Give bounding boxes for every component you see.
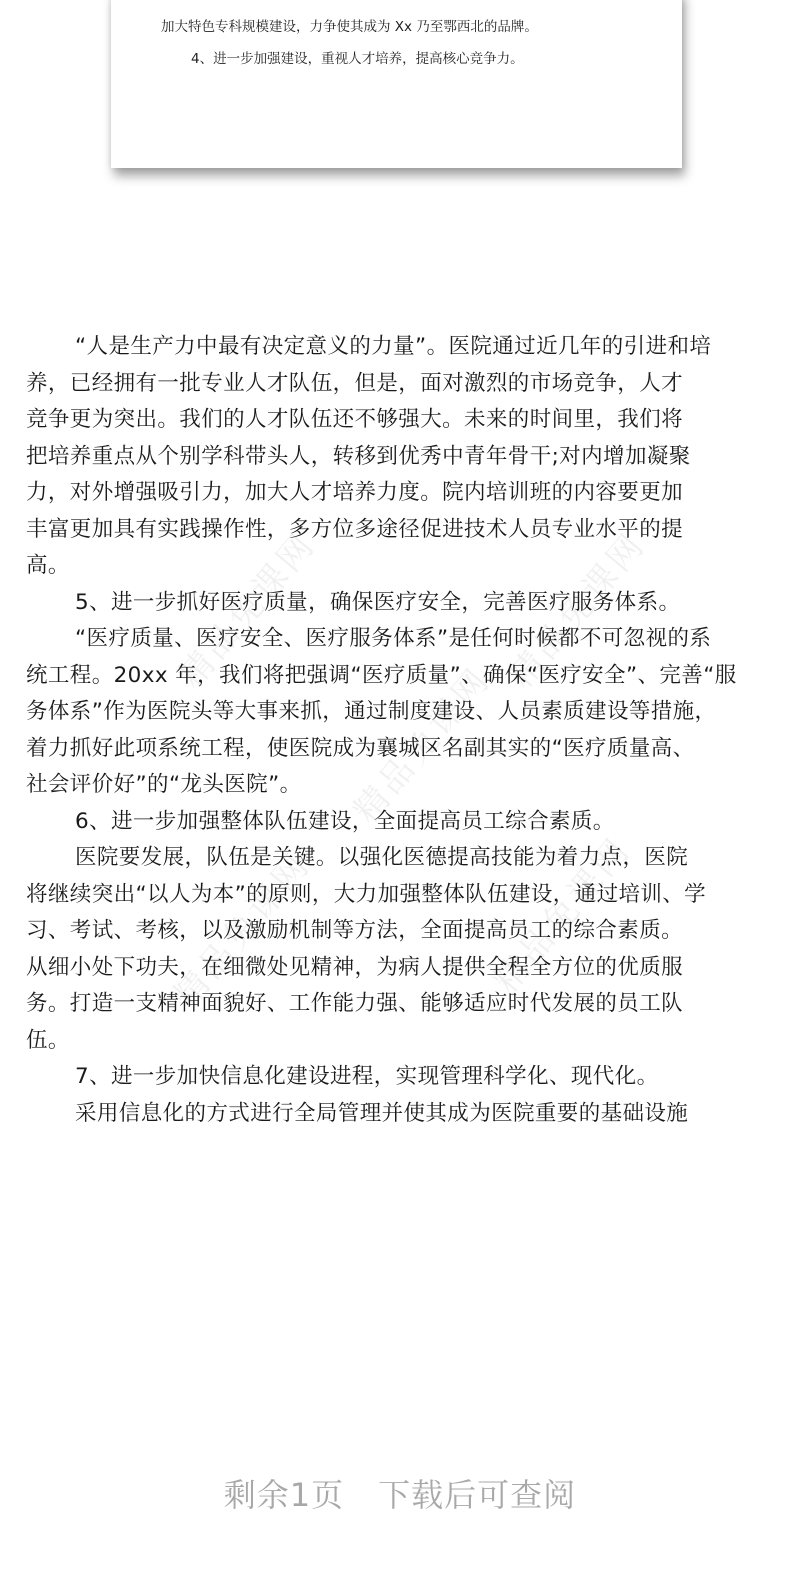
text-line: 高。 xyxy=(26,553,70,578)
text-line: 养，已经拥有一批专业人才队伍，但是，面对激烈的市场竞争，人才 xyxy=(26,370,684,396)
text-line: 社会评价好”的“龙头医院”。 xyxy=(26,772,302,797)
text-line: 着力抓好此项系统工程，使医院成为襄城区名副其实的“医疗质量高、 xyxy=(26,735,695,761)
text-line: 将继续突出“以人为本”的原则，大力加强整体队伍建设，通过培训、学 xyxy=(26,881,707,907)
section-heading-6: 6、进一步加强整体队伍建设，全面提高员工综合素质。 xyxy=(75,808,615,834)
section-heading-7: 7、进一步加快信息化建设进程，实现管理科学化、现代化。 xyxy=(75,1064,659,1089)
watermark: 精品免课网 xyxy=(171,524,324,696)
watermark: 精品免课网 xyxy=(166,844,319,1016)
text-line: “医疗质量、医疗安全、医疗服务体系”是任何时候都不可忽视的系 xyxy=(75,626,712,651)
document-body xyxy=(26,329,774,1132)
text-line: 务体系”作为医院头等大事来抓，通过制度建设、人员素质建设等措施， xyxy=(26,699,717,724)
watermark: 精品免课网 xyxy=(346,659,499,831)
preview-line: 加大特色专科规模建设，力争使其成为 Xx 乃至鄂西北的品牌。 xyxy=(161,19,538,35)
text-line: 统工程。20xx 年，我们将把强调“医疗质量”、确保“医疗安全”、完善“服 xyxy=(26,662,737,688)
preview-line: 4、进一步加强建设，重视人才培养，提高核心竞争力。 xyxy=(191,51,524,67)
watermark: 精品免课网 xyxy=(501,524,654,696)
text-line: 伍。 xyxy=(26,1027,70,1053)
text-line: 采用信息化的方式进行全局管理并使其成为医院重要的基础设施 xyxy=(75,1100,689,1126)
text-line: 丰富更加具有实践操作性，多方位多途径促进技术人员专业水平的提 xyxy=(26,516,684,542)
page-preview-card xyxy=(111,0,682,168)
text-line: 竞争更为突出。我们的人才队伍还不够强大。未来的时间里，我们将 xyxy=(26,407,684,432)
download-hint-label: 下载后可查阅 xyxy=(378,1476,577,1514)
text-line: 力，对外增强吸引力，加大人才培养力度。院内培训班的内容要更加 xyxy=(26,480,684,505)
download-to-read-more[interactable] xyxy=(0,1470,800,1516)
text-line: 医院要发展，队伍是关键。以强化医德提高技能为着力点，医院 xyxy=(75,845,689,870)
text-line: 把培养重点从个别学科带头人，转移到优秀中青年骨干;对内增加凝聚 xyxy=(26,443,691,469)
text-line: “人是生产力中最有决定意义的力量”。医院通过近几年的引进和培 xyxy=(75,334,712,359)
remaining-pages-label: 剩余1页 xyxy=(223,1476,345,1514)
section-heading-5: 5、进一步抓好医疗质量，确保医疗安全，完善医疗服务体系。 xyxy=(75,589,681,615)
watermark: 精品免课网 xyxy=(486,829,639,1001)
text-line: 从细小处下功夫，在细微处见精神，为病人提供全程全方位的优质服 xyxy=(26,954,684,980)
text-line: 习、考试、考核，以及激励机制等方法，全面提高员工的综合素质。 xyxy=(26,918,684,943)
text-line: 务。打造一支精神面貌好、工作能力强、能够适应时代发展的员工队 xyxy=(26,991,684,1016)
